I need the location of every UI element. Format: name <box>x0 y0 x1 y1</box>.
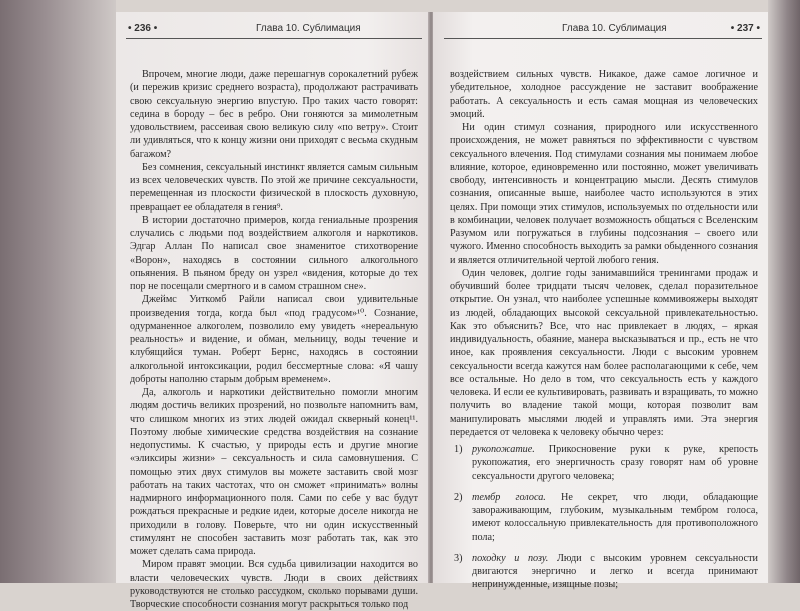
list-item-term: тембр голоса. <box>472 491 546 503</box>
left-page-header <box>124 23 424 39</box>
left-page-body <box>130 68 418 611</box>
left-paragraph: Без сомнения, сексуальный инстинкт является самым сильным из всех человеческих чувств. По этой же причине сексуальности, перемещенная из плоскости физической в плоскость духовную, превращает ее обладателя в гения⁹. <box>130 161 418 213</box>
right-page-header <box>440 23 760 39</box>
list-item-number: 3) <box>454 552 463 564</box>
left-paragraph: В истории достаточно примеров, когда гениальные прозрения случались с людьми под воздействием алкоголя и наркотиков. Эдгар Аллан По написал свое знаменитое стихотворение «Ворон», находясь в состоянии сильного алкогольного опьянения. В пьяном бреду он узрел «видения, которые до тех пор не посещали смертного и в самом страшном сне». <box>130 214 418 292</box>
right-chapter-title: Глава 10. Сублимация <box>562 23 667 34</box>
left-paragraph: Да, алкоголь и наркотики действительно помогли многим людям достичь великих прозрений, но позвольте напомнить вам, что слишком многих из этих людей ожидал скверный конец¹¹. Поэтому любые химические средства воздействия на сознание недопустимы. К счастью, у природы есть и другие многие «эликсиры жизни» – сексуальность и сила самовнушения. С помощью этих двух стимулов вы можете заставить свой мозг работать на таких частотах, что он сможет «принимать» волны надмирного информационного поля. Сами по себе у вас будут рождаться прекрасные и редкие идеи, которые доселе никогда не приходили в голову. Поверьте, что ни один искусственный стимулянт не способен заставить мозг работать так, как это может сделать сама природа. <box>130 387 418 557</box>
list-item-text: Люди с высоким уровнем сексуальности двигаются энергично и легко и всегда принимают непринужденные, изящные позы; <box>472 552 758 591</box>
left-chapter-title: Глава 10. Сублимация <box>256 23 361 34</box>
list-item-text: Прикосновение руки к руке, крепость рукопожатия, его энергичность сразу говорят нам об уровне сексуальности другого человека; <box>472 444 758 482</box>
left-header-rule <box>126 38 422 39</box>
right-header-rule <box>444 38 762 39</box>
list-item-number: 1) <box>454 444 463 455</box>
list-item-term: походку и позу. <box>472 552 549 564</box>
list-item <box>450 552 758 592</box>
list-item-number: 2) <box>454 491 463 503</box>
left-paragraph: Джеймс Уиткомб Райли написал свои удивительные произведения тогда, когда был «под градусом»¹⁰. Сознание, одурманенное алкоголем, позволило ему увидеть «нереальную реальность» и видение, и обман, мельницу, воды течение и клубящийся туман. Роберт Бернс, находясь в состоянии алкогольной интоксикации, родил бессмертные слова: «Я чашу доброты наполню старым добрым временем». <box>130 294 418 385</box>
right-page-number: • 237 • <box>730 23 760 34</box>
energy-transfer-list <box>450 443 758 592</box>
list-item-term: рукопожатие. <box>472 444 535 455</box>
right-paragraph: Ни один стимул сознания, природного или искусственного происхождения, не может равняться по эффективности с чувством сексуального влечения. Под стимулами сознания мы понимаем любое влияние, которое, единовременно или постоянно, может увеличивать свободу, интенсивность и концентрацию мысли. Десять стимулов сознания, описанные выше, наиболее часто используются в этих целях. При помощи этих стимулов, используемых по отдельности или в комбинации, человек получает возможность общаться с Вселенским Разумом или погружаться в глубины подсознания – своего или чужого. Именно способность выходить за рамки обыденного сознания и является отличительной чертой любого гения. <box>450 122 758 266</box>
list-item <box>450 443 758 483</box>
list-item-text: Не секрет, что люди, обладающие завораживающим, глубоким, музыкальным тембром голоса, имеют колоссальную привлекательность для противоположного пола; <box>472 491 759 543</box>
left-page-number: • 236 • <box>128 23 158 34</box>
left-edge-shadow <box>0 0 116 583</box>
right-paragraph: воздействием сильных чувств. Никакое, даже самое логичное и убедительное, холодное рассуждение не заставит воображение работать. А сексуальность и есть самая мощная из человеческих эмоций. <box>450 69 758 120</box>
right-paragraph: Один человек, долгие годы занимавшийся тренингами продаж и обучивший более тридцати тысяч человек, сделал поразительное открытие. Он узнал, что наиболее успешные коммивояжеры выходят из людей, обладающих высокой сексуальной привлекательностью. Как это объяснить? Все, что нас привлекает в людях, – яркая индивидуальность, обаяние, манера высказываться и пр., есть не что иное, как проявления сексуальности. Люди с высоким уровнем сексуальности всегда кажутся нам более располагающими к себе, чем все остальные. Но дело в том, что сексуальность есть у каждого человека. И если ее культивировать, развивать и взращивать, то можно получить во владение такой мощи, которая позволит вам манипулировать мыслями людей и управлять ими. Эта энергия передается от человека к человеку обычно через: <box>450 267 758 438</box>
left-paragraph: Впрочем, многие люди, даже перешагнув сорокалетний рубеж (и пережив кризис среднего возраста), продолжают растрачивать свою сексуальную энергию впустую. Про таких часто говорят: седина в бороду – бес в ребро. Они гоняются за мимолетным удовольствием, рассеивая свою великую силу «по ветру». Стоит ли удивляться, что к концу жизни они приходят с весьма скудным багажом? <box>130 69 418 160</box>
list-item <box>450 491 758 544</box>
right-page-body <box>450 68 758 600</box>
right-edge-shadow <box>768 0 800 583</box>
left-paragraph: Миром правят эмоции. Вся судьба цивилизации находится во власти человеческих чувств. Люди в своих действиях руководствуются не столько рассудком, сколько порывами души. Творческие способности сознания могут раскрыться только под <box>130 559 418 610</box>
